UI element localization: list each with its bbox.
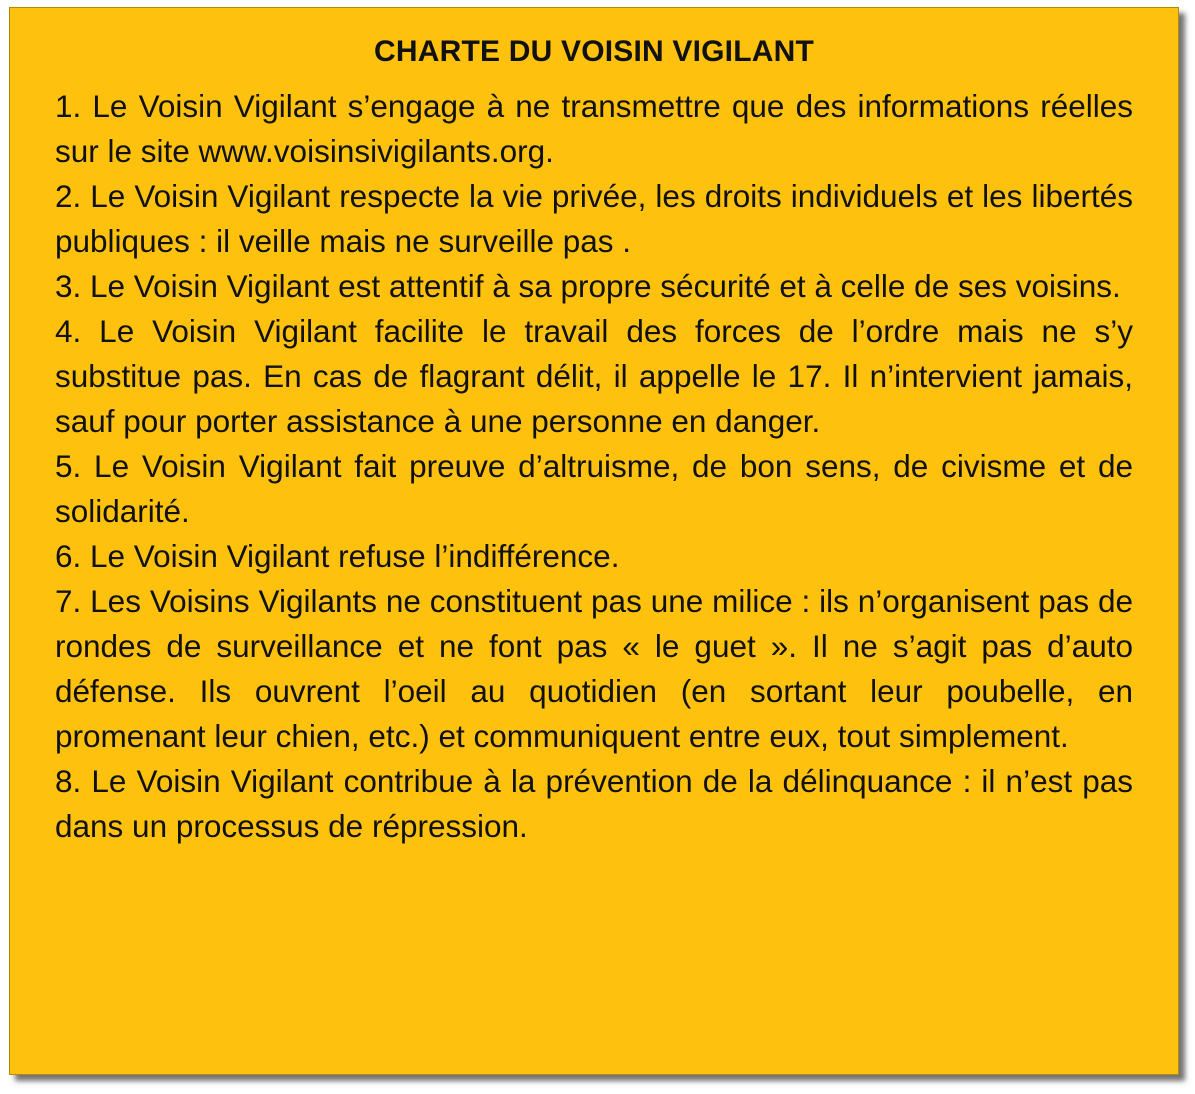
charter-rule: 1. Le Voisin Vigilant s’engage à ne transmettre que des informations réelles sur le site www.voisinsivigilants.org. <box>55 88 1133 169</box>
charter-rule: 5. Le Voisin Vigilant fait preuve d’altruisme, de bon sens, de civisme et de solidarité. <box>55 448 1133 529</box>
charter-rules-list <box>10 70 1178 849</box>
charter-rule: 6. Le Voisin Vigilant refuse l’indifférence. <box>55 538 620 574</box>
charter-title: CHARTE DU VOISIN VIGILANT <box>373 35 814 68</box>
charter-card <box>9 7 1179 1075</box>
charter-rule: 8. Le Voisin Vigilant contribue à la prévention de la délinquance : il n’est pas dans un processus de répression. <box>55 763 1133 844</box>
charter-rule: 3. Le Voisin Vigilant est attentif à sa propre sécurité et à celle de ses voisins. <box>55 268 1121 304</box>
charter-rule: 2. Le Voisin Vigilant respecte la vie privée, les droits individuels et les libertés publiques : il veille mais ne surveille pas . <box>55 178 1133 259</box>
charter-rule: 4. Le Voisin Vigilant facilite le travail des forces de l’ordre mais ne s’y substitue pas. En cas de flagrant délit, il appelle le 17. Il n’intervient jamais, sauf pour porter assistance à une personne en danger. <box>55 313 1133 439</box>
charter-rule: 7. Les Voisins Vigilants ne constituent pas une milice : ils n’organisent pas de rondes de surveillance et ne font pas « le guet ». Il ne s’agit pas d’auto défense. Ils ouvrent l’oeil au quotidien (en sortant leur poubelle, en promenant leur chien, etc.) et communiquent entre eux, tout simplement. <box>55 583 1133 754</box>
